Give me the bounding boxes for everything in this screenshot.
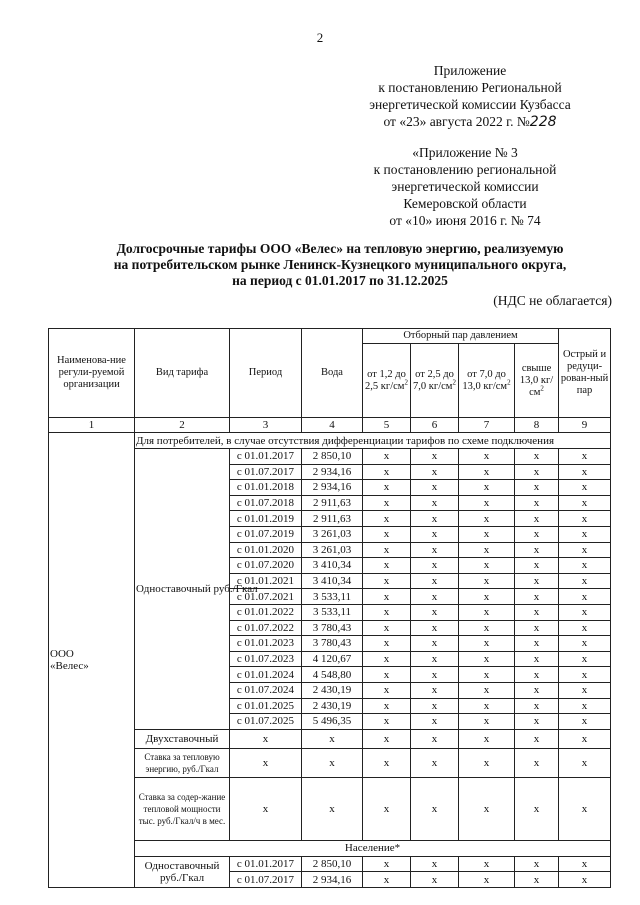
x-cell: x [363, 495, 411, 511]
x-cell: x [363, 464, 411, 480]
water-value: 2 934,16 [302, 464, 363, 480]
x-cell: x [411, 872, 459, 888]
water-value: 3 410,34 [302, 558, 363, 574]
x-cell: x [459, 449, 515, 465]
x-cell: x [515, 777, 559, 840]
x-cell: x [459, 714, 515, 730]
water-value: 2 911,63 [302, 511, 363, 527]
x-cell: x [515, 604, 559, 620]
x-cell: x [515, 480, 559, 496]
x-cell: x [559, 856, 611, 872]
appendix-original-line5: от «10» июня 2016 г. № 74 [389, 213, 541, 228]
water-value: 2 430,19 [302, 698, 363, 714]
x-cell: x [411, 449, 459, 465]
population-single-rate-type: Одноставочный руб./Гкал [135, 856, 230, 887]
x-cell: x [515, 495, 559, 511]
unit-superscript: 2 [452, 378, 456, 386]
title-line2: на потребительском рынке Ленинск-Кузнецкого муниципального округа, [113, 257, 567, 272]
x-cell: x [459, 542, 515, 558]
single-rate-type: Одноставочный руб./Гкал [135, 449, 230, 730]
water-value: 2 850,10 [302, 856, 363, 872]
x-cell: x [459, 573, 515, 589]
water-value: 2 430,19 [302, 682, 363, 698]
x-cell: x [515, 698, 559, 714]
x-cell: x [459, 856, 515, 872]
title-line1: Долгосрочные тарифы ООО «Велес» на тепловую энергию, реализуемую [116, 241, 564, 256]
table-body [49, 433, 611, 888]
x-cell: x [411, 698, 459, 714]
x-cell: x [411, 636, 459, 652]
x-cell: x [459, 604, 515, 620]
x-cell: x [363, 480, 411, 496]
x-cell: x [363, 542, 411, 558]
header-org: Наименова-ние регули-руемой организации [49, 329, 135, 418]
x-cell: x [559, 464, 611, 480]
x-cell: x [559, 542, 611, 558]
water-value: 3 533,11 [302, 604, 363, 620]
x-cell: x [363, 604, 411, 620]
x-cell: x [411, 682, 459, 698]
water-value: 3 261,03 [302, 526, 363, 542]
x-cell: x [559, 495, 611, 511]
x-cell: x [459, 511, 515, 527]
organization-name [49, 433, 135, 888]
x-cell: x [459, 698, 515, 714]
x-cell: x [363, 714, 411, 730]
header-steam: Отборный пар давлением [363, 329, 559, 344]
x-cell: x [559, 636, 611, 652]
x-cell: x [363, 651, 411, 667]
period-cell: с 01.01.2021 [230, 573, 302, 589]
x-cell: x [411, 729, 459, 748]
period-cell: с 01.01.2019 [230, 511, 302, 527]
header-tariff-type: Вид тарифа [135, 329, 230, 418]
header-pressure-1 [363, 344, 411, 418]
column-number: 3 [230, 418, 302, 433]
x-cell: x [363, 573, 411, 589]
title-line3: на период с 01.01.2017 по 31.12.2025 [232, 273, 448, 288]
header-pressure-3-text: от 7,0 до 13,0 кг/см [462, 368, 508, 392]
x-cell: x [411, 714, 459, 730]
x-cell: x [515, 449, 559, 465]
x-cell: x [411, 480, 459, 496]
x-cell: x [559, 729, 611, 748]
water-value: 3 410,34 [302, 573, 363, 589]
x-cell: x [363, 872, 411, 888]
water-value: 3 261,03 [302, 542, 363, 558]
x-cell: x [559, 604, 611, 620]
header-water: Вода [302, 329, 363, 418]
x-cell: x [515, 620, 559, 636]
x-cell: x [459, 651, 515, 667]
x-cell: x [559, 589, 611, 605]
tariff-table [48, 328, 611, 888]
column-number: 1 [49, 418, 135, 433]
appendix-original-line1: «Приложение № 3 [412, 145, 518, 160]
column-number: 4 [302, 418, 363, 433]
header-pressure-1-text: от 1,2 до 2,5 кг/см [365, 368, 406, 392]
x-cell: x [559, 748, 611, 777]
x-cell: x [515, 748, 559, 777]
water-value: 3 780,43 [302, 636, 363, 652]
x-cell: x [363, 526, 411, 542]
x-cell: x [559, 714, 611, 730]
x-cell: x [363, 682, 411, 698]
period-cell: с 01.07.2021 [230, 589, 302, 605]
x-cell: x [411, 620, 459, 636]
x-cell: x [515, 464, 559, 480]
x-cell: x [559, 682, 611, 698]
water-value: 5 496,35 [302, 714, 363, 730]
x-cell: x [411, 495, 459, 511]
capacity-rate-type: Ставка за содер-жание тепловой мощности тыс. руб./Гкал/ч в мес. [135, 777, 230, 840]
x-cell: x [411, 526, 459, 542]
x-cell: x [411, 511, 459, 527]
x-cell: x [363, 729, 411, 748]
x-cell: x [559, 480, 611, 496]
x-cell: x [363, 620, 411, 636]
water-value: 2 850,10 [302, 449, 363, 465]
page-number: 2 [316, 30, 324, 45]
x-cell: x [559, 698, 611, 714]
appendix-new-date-prefix: от «23» августа 2022 г. № [383, 114, 530, 129]
x-cell: x [230, 777, 302, 840]
x-cell: x [559, 651, 611, 667]
x-cell: x [515, 682, 559, 698]
header-pressure-4 [515, 344, 559, 418]
period-cell: с 01.07.2017 [230, 464, 302, 480]
column-number: 8 [515, 418, 559, 433]
x-cell: x [363, 777, 411, 840]
period-cell: с 01.07.2022 [230, 620, 302, 636]
appendix-original-block [350, 144, 580, 229]
period-cell: с 01.01.2025 [230, 698, 302, 714]
x-cell: x [515, 651, 559, 667]
x-cell: x [559, 667, 611, 683]
period-cell: с 01.07.2025 [230, 714, 302, 730]
x-cell: x [411, 464, 459, 480]
header-row-1 [49, 329, 611, 344]
document-title [60, 241, 620, 289]
x-cell: x [411, 542, 459, 558]
x-cell: x [559, 449, 611, 465]
appendix-original-line2: к постановлению региональной [373, 162, 557, 177]
x-cell: x [459, 872, 515, 888]
water-value: 3 780,43 [302, 620, 363, 636]
x-cell: x [363, 698, 411, 714]
x-cell: x [459, 620, 515, 636]
period-cell: с 01.01.2020 [230, 542, 302, 558]
period-cell: с 01.01.2017 [230, 449, 302, 465]
water-value: 2 934,16 [302, 480, 363, 496]
x-cell: x [559, 526, 611, 542]
section-consumers: Для потребителей, в случае отсутствия дифференциации тарифов по схеме подключения [135, 433, 611, 449]
section-consumers-row [49, 433, 611, 449]
x-cell: x [459, 682, 515, 698]
x-cell: x [515, 526, 559, 542]
x-cell: x [363, 748, 411, 777]
x-cell: x [515, 872, 559, 888]
x-cell: x [459, 777, 515, 840]
handwritten-number: 228 [529, 114, 557, 130]
x-cell: x [411, 558, 459, 574]
x-cell: x [411, 651, 459, 667]
x-cell: x [515, 856, 559, 872]
unit-superscript: 2 [540, 384, 544, 392]
period-cell: с 01.01.2023 [230, 636, 302, 652]
x-cell: x [515, 667, 559, 683]
x-cell: x [515, 714, 559, 730]
column-number: 9 [559, 418, 611, 433]
water-value: 4 548,80 [302, 667, 363, 683]
period-cell: с 01.01.2018 [230, 480, 302, 496]
x-cell: x [459, 748, 515, 777]
column-number: 2 [135, 418, 230, 433]
column-number: 5 [363, 418, 411, 433]
water-value: 2 934,16 [302, 872, 363, 888]
x-cell: x [302, 777, 363, 840]
period-cell: с 01.07.2017 [230, 872, 302, 888]
header-pressure-3 [459, 344, 515, 418]
water-value: 2 911,63 [302, 495, 363, 511]
unit-superscript: 2 [404, 378, 408, 386]
appendix-original-line4: Кемеровской области [403, 196, 527, 211]
x-cell: x [515, 511, 559, 527]
header-period: Период [230, 329, 302, 418]
column-number-row [49, 418, 611, 433]
period-cell: с 01.07.2023 [230, 651, 302, 667]
column-number: 7 [459, 418, 515, 433]
x-cell: x [230, 729, 302, 748]
x-cell: x [411, 667, 459, 683]
appendix-new-block [350, 62, 590, 131]
header-pressure-2-text: от 2,5 до 7,0 кг/см [413, 368, 454, 392]
x-cell: x [363, 856, 411, 872]
x-cell: x [459, 480, 515, 496]
x-cell: x [363, 636, 411, 652]
x-cell: x [230, 748, 302, 777]
header-pressure-2 [411, 344, 459, 418]
two-rate-type: Двухставочный [135, 729, 230, 748]
x-cell: x [459, 526, 515, 542]
x-cell: x [559, 558, 611, 574]
x-cell: x [515, 729, 559, 748]
period-cell: с 01.07.2019 [230, 526, 302, 542]
x-cell: x [459, 729, 515, 748]
appendix-new-date [350, 113, 590, 131]
section-population: Население* [135, 840, 611, 856]
x-cell: x [411, 589, 459, 605]
x-cell: x [302, 729, 363, 748]
x-cell: x [363, 589, 411, 605]
x-cell: x [411, 604, 459, 620]
x-cell: x [459, 636, 515, 652]
header-reduced-steam: Острый и редуци-рован-ный пар [559, 329, 611, 418]
period-cell: с 01.07.2020 [230, 558, 302, 574]
x-cell: x [459, 558, 515, 574]
vat-note: (НДС не облагается) [493, 293, 612, 308]
x-cell: x [411, 856, 459, 872]
period-cell: с 01.01.2017 [230, 856, 302, 872]
header-pressure-4-text: свыше 13,0 кг/см [519, 362, 554, 398]
x-cell: x [363, 558, 411, 574]
x-cell: x [411, 748, 459, 777]
appendix-new-line3: энергетической комиссии Кузбасса [369, 97, 571, 112]
x-cell: x [363, 511, 411, 527]
x-cell: x [363, 667, 411, 683]
period-cell: с 01.01.2022 [230, 604, 302, 620]
column-number: 6 [411, 418, 459, 433]
x-cell: x [459, 464, 515, 480]
x-cell: x [515, 542, 559, 558]
unit-superscript: 2 [507, 378, 511, 386]
heat-rate-type: Ставка за тепловую энергию, руб./Гкал [135, 748, 230, 777]
appendix-new-line1: Приложение [433, 63, 507, 78]
x-cell: x [515, 589, 559, 605]
x-cell: x [515, 636, 559, 652]
period-cell: с 01.07.2024 [230, 682, 302, 698]
x-cell: x [515, 573, 559, 589]
x-cell: x [459, 667, 515, 683]
x-cell: x [411, 573, 459, 589]
org-name-line2: «Велес» [50, 659, 89, 672]
x-cell: x [559, 511, 611, 527]
x-cell: x [559, 777, 611, 840]
org-name-line1: ООО [50, 647, 74, 660]
water-value: 3 533,11 [302, 589, 363, 605]
period-cell: с 01.01.2024 [230, 667, 302, 683]
x-cell: x [363, 449, 411, 465]
x-cell: x [411, 777, 459, 840]
x-cell: x [559, 872, 611, 888]
x-cell: x [559, 573, 611, 589]
x-cell: x [459, 589, 515, 605]
x-cell: x [559, 620, 611, 636]
appendix-original-line3: энергетической комиссии [391, 179, 539, 194]
period-cell: с 01.07.2018 [230, 495, 302, 511]
x-cell: x [459, 495, 515, 511]
x-cell: x [515, 558, 559, 574]
x-cell: x [302, 748, 363, 777]
appendix-new-line2: к постановлению Региональной [378, 80, 562, 95]
water-value: 4 120,67 [302, 651, 363, 667]
